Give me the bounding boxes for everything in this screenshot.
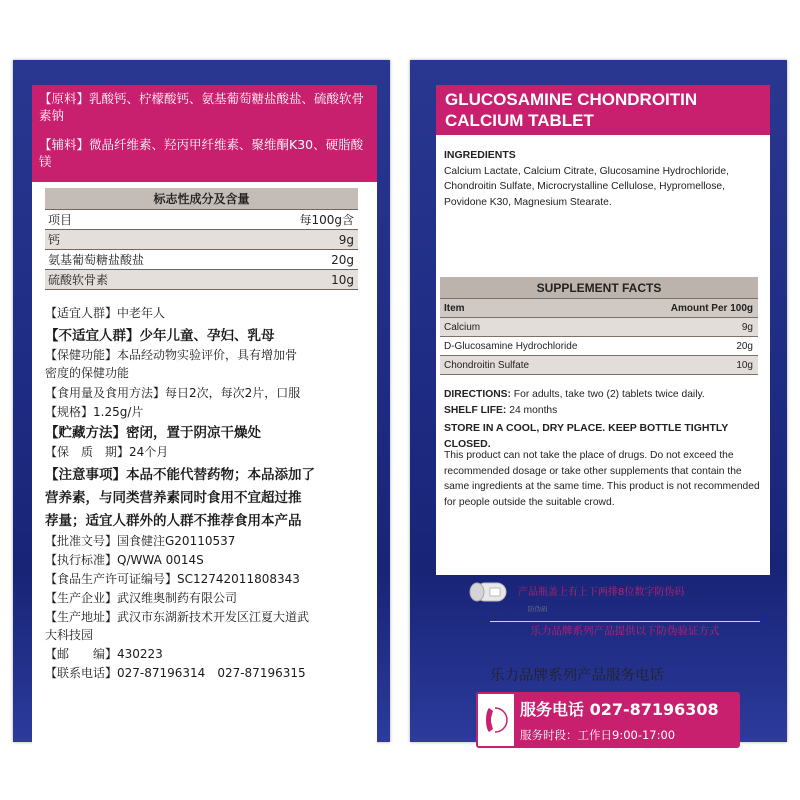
info-line: 营养素，与同类营养素同时食用不宜超过推 [45,490,302,506]
nutrition-table-header [45,210,358,230]
nutrition-table-title: 标志性成分及含量 [45,188,358,210]
storage-text: STORE IN A COOL, DRY PLACE. KEEP BOTTLE TIGHTLY CLOSED. [444,422,729,450]
row-value: 10g [331,273,354,287]
row-label: Calcium [444,322,481,333]
info-line: 荐量；适宜人群外的人群不推荐食用本产品 [45,513,302,529]
row-label: 氨基葡萄糖盐酸盐 [48,253,145,267]
directions-section [444,387,764,452]
row-value: 9g [741,322,753,333]
header-label: 项目 [48,213,73,227]
info-line: 【规格】1.25g/片 [45,405,144,419]
supplement-facts-header [440,299,758,318]
info-line: 【适宜人群】中老年人 [45,306,166,320]
phone-icon-area [478,694,514,746]
info-line: 【食用量及食用方法】每日2次，每次2片，口服 [45,386,301,400]
row-value: 20g [736,341,753,352]
row-label: 钙 [48,233,61,247]
excipients-text: 【辅料】微晶纤维素、羟丙甲纤维素、聚维酮K30、硬脂酸镁 [39,137,364,169]
bottle-cap-icon [466,580,510,604]
header-value: 每100g含 [299,213,354,227]
info-line: 【批准文号】国食健注G20110537 [45,534,236,548]
shelf-life-line [444,403,764,419]
phone-icon [478,694,514,746]
service-hotline-title: 乐力品牌系列产品服务电话 [490,668,664,684]
table-row [45,250,358,270]
info-line: 【贮藏方法】密闭，置于阴凉干燥处 [45,425,261,441]
info-line: 【生产企业】武汉维奥制药有限公司 [45,591,238,605]
chinese-label-panel [13,60,390,742]
header-value: Amount Per 100g [670,303,753,314]
directions-line [444,387,764,403]
directions-label: DIRECTIONS: [444,389,511,400]
raw-materials-text: 【原料】乳酸钙、柠檬酸钙、氨基葡萄糖盐酸盐、硫酸软骨素钠 [39,91,365,123]
table-row [440,337,758,356]
table-row [45,270,358,290]
product-title-line2: CALCIUM TABLET [445,111,594,130]
header-label: Item [444,303,465,314]
product-title [445,89,765,131]
info-line: 【保健功能】本品经动物实验评价，具有增加骨 [45,348,298,362]
row-label: Chondroitin Sulfate [444,360,530,371]
info-line: 【不适宜人群】少年儿童、孕妇、乳母 [45,328,275,344]
warning-text: This product can not take the place of drugs. Do not exceed the recommended dosage or take other supplements that contain the same ingredients at the same time. This product is not recommended for people outside the suitable crowd. [444,450,760,508]
directions-text: For adults, take two (2) tablets twice daily. [510,389,705,400]
supplement-facts-title: SUPPLEMENT FACTS [440,277,758,299]
info-line: 【注意事项】本品不能代替药物；本品添加了 [45,467,315,483]
info-line: 大科技园 [45,628,94,642]
info-line: 密度的保健功能 [45,366,130,380]
info-line: 【保 质 期】24个月 [45,445,169,459]
raw-materials-band [32,85,377,182]
verification-methods-text: 乐力品牌系列产品提供以下防伪验证方式 [490,621,760,639]
info-line: 【生产地址】武汉市东湖新技术开发区江夏大道武 [45,610,310,624]
shelf-life-text: 24 months [506,404,558,416]
table-row [45,230,358,250]
row-value: 10g [736,360,753,371]
row-value: 20g [331,253,354,267]
table-row [440,318,758,337]
service-phone-number: 服务电话 027-87196308 [520,700,719,719]
info-line: 【食品生产许可证编号】SC12742011808343 [45,572,300,586]
info-line: 【联系电话】027-87196314 027-87196315 [45,666,306,680]
service-hotline-box [476,692,740,748]
product-title-band [436,85,770,135]
ingredients-text: Calcium Lactate, Calcium Citrate, Glucosamine Hydrochloride, Chondroitin Sulfate, Microcrystalline Cellulose, Hypromellose, Povidone K30, Magnesium Stearate. [444,165,729,208]
ingredients-section [444,148,764,210]
anti-counterfeit-code-label: 防伪码 [528,605,548,613]
table-row [440,356,758,375]
row-label: 硫酸软骨素 [48,273,109,287]
chinese-label-sheet [32,182,377,774]
ingredients-heading: INGREDIENTS [444,149,516,161]
info-line: 【执行标准】Q/WWA 0014S [45,553,204,567]
english-label-sheet [436,135,770,575]
anti-counterfeit-note: 产品瓶盖上有上下两排8位数字防伪码 [518,587,685,598]
row-label: D-Glucosamine Hydrochloride [444,341,578,352]
info-line: 【邮 编】430223 [45,647,163,661]
service-hours: 服务时段：工作日9:00-17:00 [520,728,676,742]
shelf-life-label: SHELF LIFE: [444,404,507,416]
product-title-line1: GLUCOSAMINE CHONDROITIN [445,90,698,109]
row-value: 9g [338,233,354,247]
english-label-panel [410,60,787,742]
